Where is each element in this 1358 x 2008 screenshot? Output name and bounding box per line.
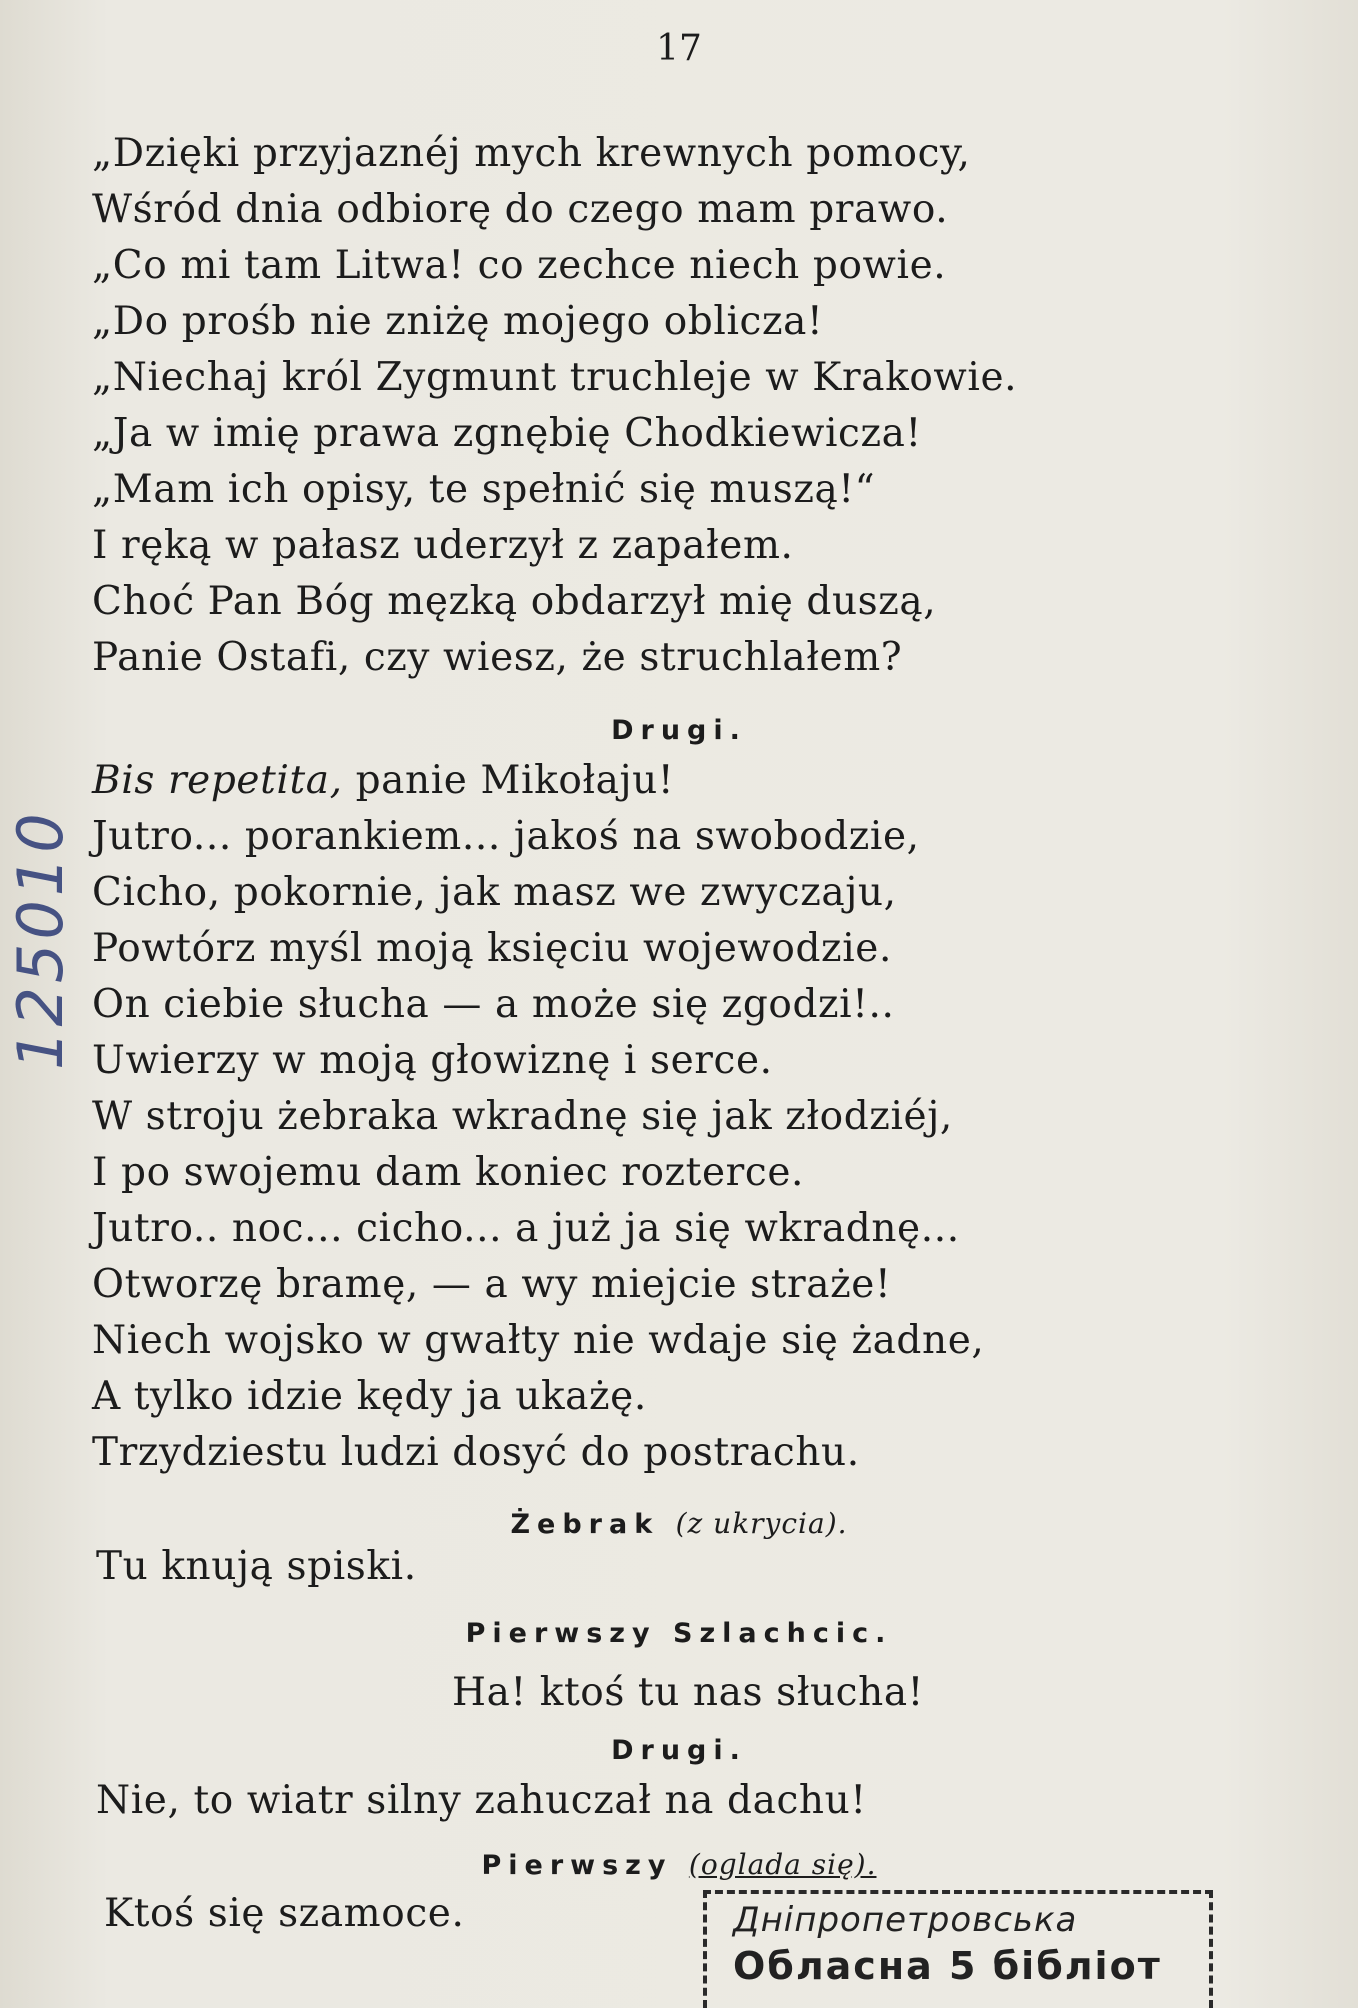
- speaker-heading-drugi: Drugi.: [611, 715, 747, 746]
- stanza-1: [92, 126, 1017, 686]
- dialogue-line: Nie, to wiatr silny zahuczał na dachu!: [96, 1778, 867, 1823]
- verse-line-rest: panie Mikołaju!: [342, 758, 675, 803]
- verse-line: Choć Pan Bóg męzką obdarzył mię duszą,: [92, 579, 937, 624]
- verse-line: Niech wojsko w gwałty nie wdaje się żadne,: [92, 1318, 985, 1363]
- dialogue-line: Tu knują spiski.: [96, 1544, 417, 1589]
- verse-line: [92, 753, 984, 809]
- verse-line: Powtórz myśl moją księciu wojewodzie.: [92, 926, 892, 971]
- verse-line: Cicho, pokornie, jak masz we zwyczaju,: [92, 870, 897, 915]
- page-number: 17: [656, 28, 702, 69]
- stamp-line: Обласна 5 бiблiот: [733, 1944, 1162, 1988]
- verse-line: Wśród dnia odbiorę do czego mam prawo.: [92, 187, 949, 232]
- verse-line: „Mam ich opisy, te spełnić się muszą!“: [92, 467, 876, 512]
- verse-line: I ręką w pałasz uderzył z zapałem.: [92, 523, 794, 568]
- latin-phrase: Bis repetita,: [92, 758, 343, 803]
- verse-line: Jutro.. noc... cicho... a już ja się wkradnę...: [92, 1206, 960, 1251]
- verse-line: „Dzięki przyjaznéj mych krewnych pomocy,: [92, 131, 971, 176]
- verse-line: Trzydziestu ludzi dosyć do postrachu.: [92, 1430, 860, 1475]
- verse-line: Uwierzy w moją głowiznę i serce.: [92, 1038, 773, 1083]
- verse-line: „Co mi tam Litwa! co zechce niech powie.: [92, 243, 947, 288]
- speaker-name: Pierwszy: [481, 1850, 673, 1881]
- verse-line: A tylko idzie kędy ja ukażę.: [92, 1374, 647, 1419]
- speaker-heading-pierwszy: [0, 1848, 1358, 1881]
- library-stamp: [703, 1890, 1213, 2008]
- verse-line: „Do prośb nie zniżę mojego oblicza!: [92, 299, 824, 344]
- stanza-2: [92, 753, 984, 1481]
- verse-line: W stroju żebraka wkradnę się jak złodziéj,: [92, 1094, 953, 1139]
- verse-line: Panie Ostafi, czy wiesz, że struchlałem?: [92, 635, 903, 680]
- speaker-heading-drugi: Drugi.: [611, 1735, 747, 1766]
- stage-direction: (z ukrycia).: [675, 1507, 848, 1540]
- speaker-heading-zebrak: [0, 1507, 1358, 1540]
- verse-line: „Niechaj król Zygmunt truchleje w Krakowie.: [92, 355, 1018, 400]
- verse-line: „Ja w imię prawa zgnębię Chodkiewicza!: [92, 411, 922, 456]
- stage-direction: (oglada się).: [688, 1848, 877, 1881]
- handwritten-inventory-number: 125010: [4, 809, 77, 1070]
- verse-line: On ciebie słucha — a może się zgodzi!..: [92, 982, 895, 1027]
- dialogue-line: Ktoś się szamoce.: [104, 1891, 465, 1936]
- speaker-heading-pierwszy-szlachcic: Pierwszy Szlachcic.: [465, 1618, 893, 1649]
- dialogue-line: Ha! ktoś tu nas słucha!: [452, 1670, 924, 1715]
- verse-line: Otworzę bramę, — a wy miejcie straże!: [92, 1262, 892, 1307]
- verse-line: Jutro... porankiem... jakoś na swobodzie,: [92, 814, 920, 859]
- stamp-line: Днiпропетровська: [733, 1900, 1078, 1940]
- verse-line: I po swojemu dam koniec rozterce.: [92, 1150, 804, 1195]
- speaker-name: Żebrak: [510, 1509, 660, 1540]
